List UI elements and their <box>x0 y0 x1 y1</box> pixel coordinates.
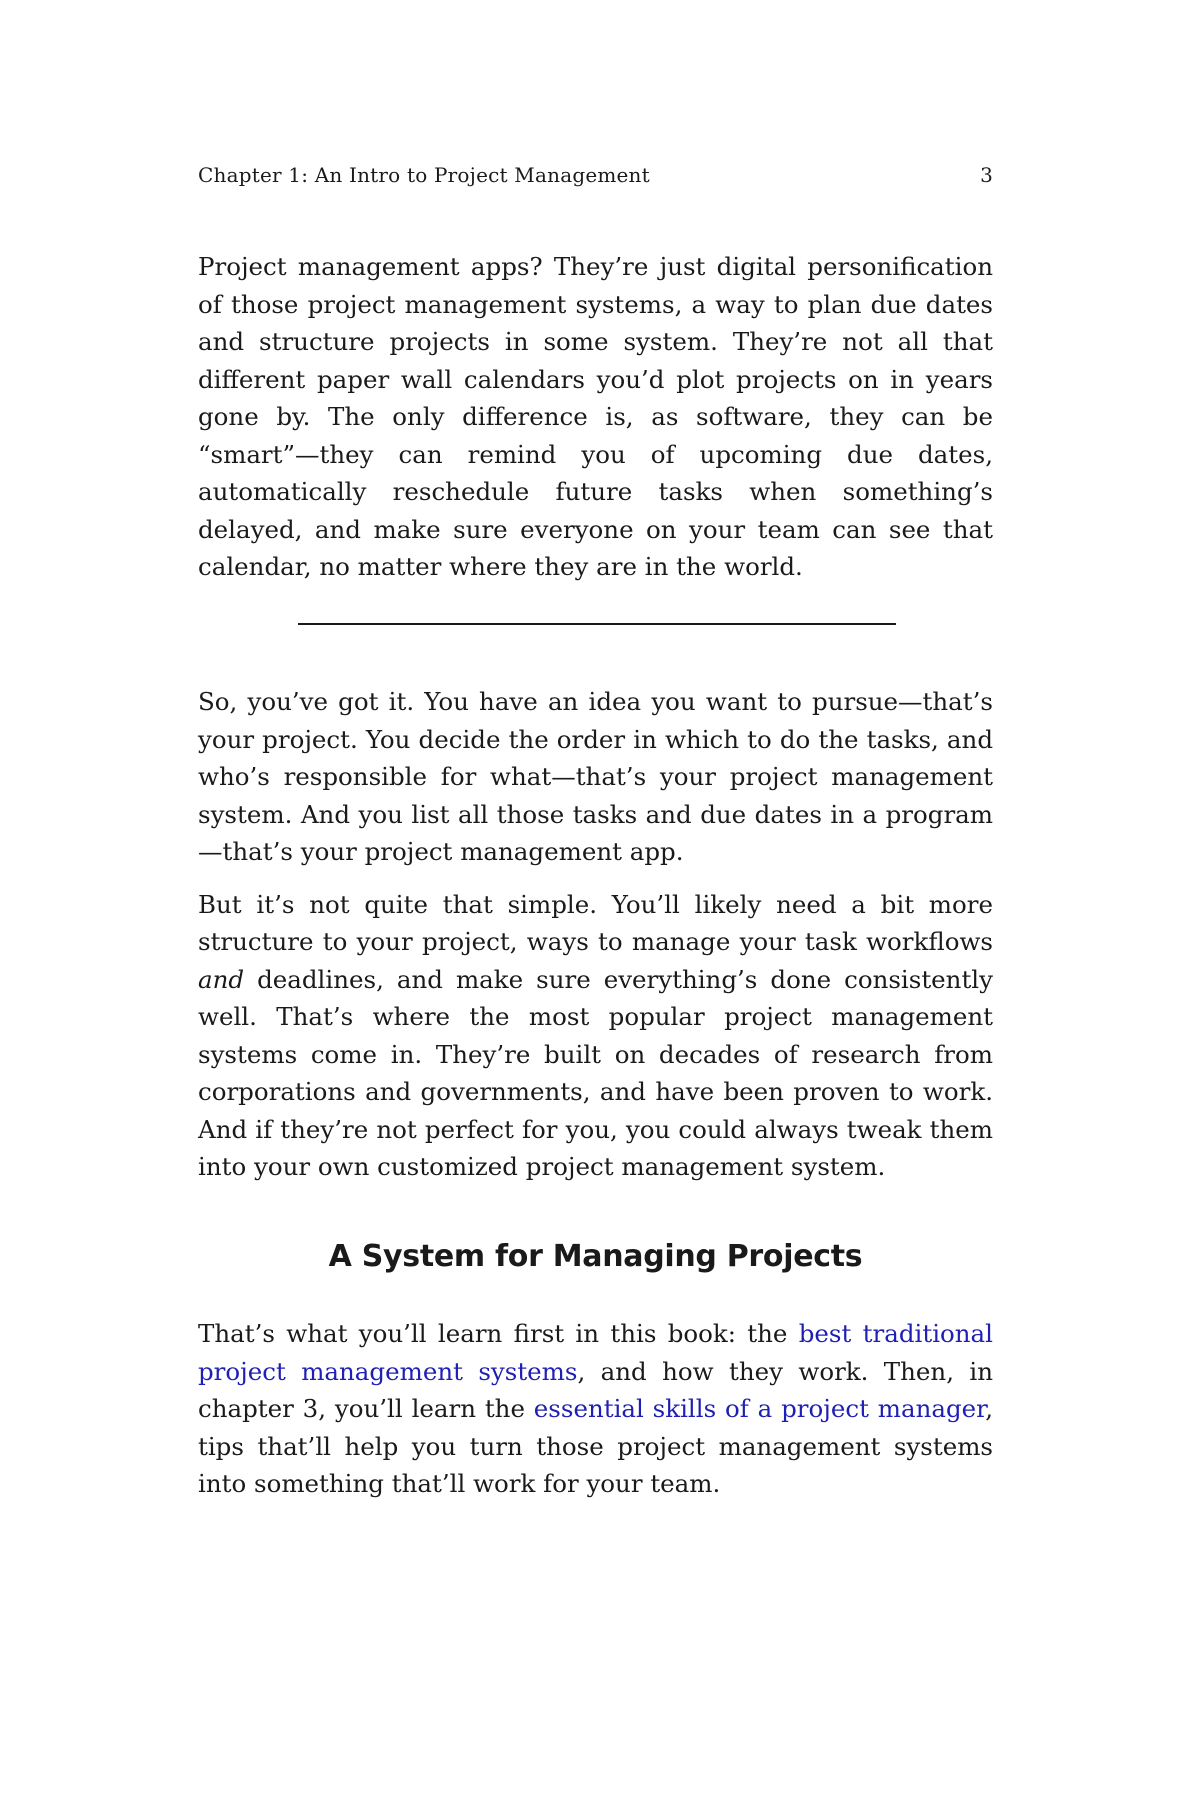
chapter-title: Chapter 1: An Intro to Project Management <box>198 163 650 187</box>
link-traditional-pm-systems[interactable]: best traditional project management systems <box>198 1319 993 1386</box>
text-block-main <box>198 683 993 1186</box>
paragraph-text: But it’s not quite that simple. You’ll likely need a bit more structure to your project, ways to manage your task workflows <box>198 889 993 956</box>
paragraph <box>198 886 993 1186</box>
paragraph: So, you’ve got it. You have an idea you want to pursue—that’s your project. You decide the order in which to do the tasks, and who’s responsible for what—that’s your project management system. And you list all those tasks and due dates in a program—that’s your project management app. <box>198 687 993 866</box>
paragraph-text: , tips that’ll help you turn those project management systems into something that’ll work for your team. <box>198 1394 993 1498</box>
text-block-intro <box>198 248 993 586</box>
running-head <box>198 163 993 187</box>
emphasis-text: and <box>198 964 245 994</box>
paragraph-text: deadlines, and make sure everything’s done consistently well. That’s where the most popular project management systems come in. They’re built on decades of research from corporations and governments, and have been proven to work. And if they’re not perfect for you, you could always tweak them into your own customized project management system. <box>198 964 993 1181</box>
link-pm-skills[interactable]: essential skills of a project manager <box>533 1394 986 1423</box>
section-divider <box>298 623 896 625</box>
paragraph-text: , and how they work. Then, in chapter 3, you’ll learn the <box>198 1356 993 1423</box>
text-block-section <box>198 1315 993 1503</box>
paragraph <box>198 1315 993 1503</box>
paragraph-text: That’s what you’ll learn first in this book: the <box>198 1319 799 1348</box>
paragraph: Project management apps? They’re just digital personification of those project management systems, a way to plan due dates and structure projects in some system. They’re not all that different paper wall calendars you’d plot projects on in years gone by. The only difference is, as software, they can be “smart”—they can remind you of upcoming due dates, automatically reschedule future tasks when something’s delayed, and make sure everyone on your team can see that calendar, no matter where they are in the world. <box>198 252 993 581</box>
section-heading: A System for Managing Projects <box>328 1239 863 1274</box>
page-number: 3 <box>980 163 993 187</box>
